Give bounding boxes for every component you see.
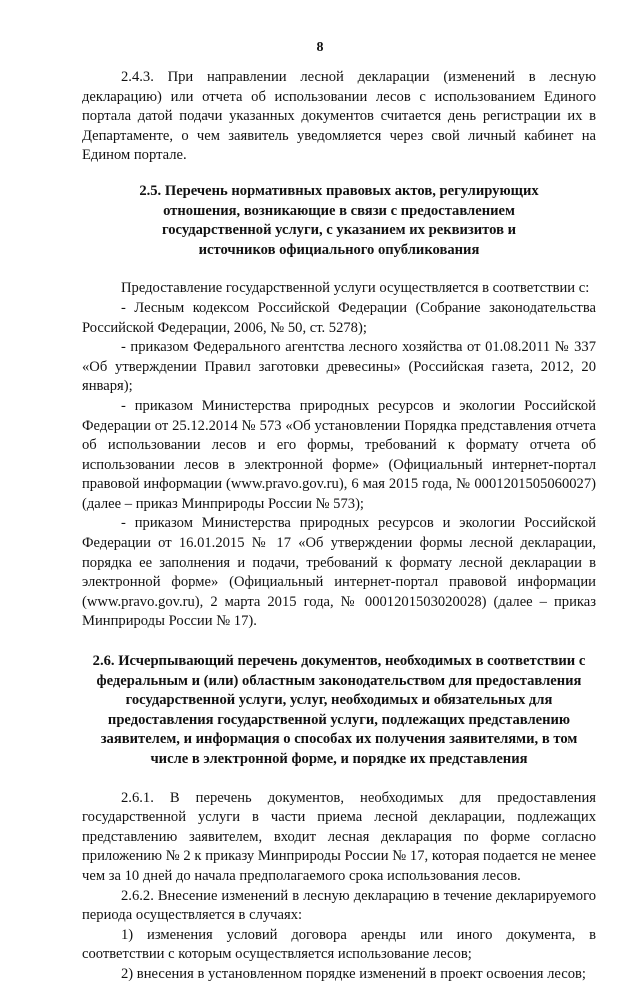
- legal-act-item: - приказом Федерального агентства лесного хозяйства от 01.08.2011 № 337 «Об утверждении Правил заготовки древесины» (Российская газета, 2012, 20 января);: [82, 339, 596, 395]
- section-2-5-intro: Предоставление государственной услуги осуществляется в соответствии с:: [121, 280, 590, 297]
- paragraph-2-6-1: 2.6.1. В перечень документов, необходимых для предоставления государственной услуги в части приема лесной декларации, подлежащих представлению заявителем, входит лесная декларация по форме согласно приложению № 2 к приказу Минприроды России № 17, которая подается не менее чем за 10 дней до начала предполагаемого срока использования лесов.: [82, 789, 596, 884]
- document-body: [82, 68, 596, 985]
- legal-act-item: - Лесным кодексом Российской Федерации (Собрание законодательства Российской Федерации, 2006, № 50, ст. 5278);: [82, 299, 596, 336]
- page-number: 8: [316, 40, 324, 55]
- paragraph-2-4-3: 2.4.3. При направлении лесной декларации (изменений в лесную декларацию) или отчета об использовании лесов с использованием Единого портала датой подачи указанных документов считается день регистрации их в Департаменте, о чем заявитель уведомляется через свой личный кабинет на Едином портале.: [82, 69, 596, 164]
- legal-act-item: - приказом Министерства природных ресурсов и экологии Российской Федерации от 16.01.2015 № 17 «Об утверждении формы лесной декларации, порядка ее заполнения и подачи, требований к формату лесной декларации в электронной форме» (Официальный интернет-портал правовой информации (www.pravo.gov.ru), 2 марта 2015 года, № 0001201503020028) (далее – приказ Минприроды России № 17).: [82, 515, 596, 630]
- paragraph-2-6-2: 2.6.2. Внесение изменений в лесную декларацию в течение декларируемого периода осуществляется в случаях:: [82, 887, 596, 924]
- case-item: 1) изменения условий договора аренды или иного документа, в соответствии с которым осуществляется использование лесов;: [82, 926, 596, 963]
- legal-act-item: - приказом Министерства природных ресурсов и экологии Российской Федерации от 25.12.2014 № 573 «Об установлении Порядка представления отчета об использовании лесов и его формы, требований к формату отчета об использовании лесов в электронной форме» (Официальный интернет-портал правовой информации (www.pravo.gov.ru), 6 мая 2015 года, № 0001201505060027) (далее – приказ Минприроды России № 573);: [82, 397, 596, 512]
- section-heading-2-5: 2.5. Перечень нормативных правовых актов, регулирующих отношения, возникающие в связи с предоставлением государственной услуги, с указанием их реквизитов и источников официального опубликования: [139, 182, 539, 258]
- case-item: 2) внесения в установленном порядке изменений в проект освоения лесов;: [121, 965, 586, 982]
- section-heading-2-6: 2.6. Исчерпывающий перечень документов, необходимых в соответствии с федеральным и (или) областным законодательством для предоставления государственной услуги, услуг, необходимых и обязательных для предоставления государственной услуги, подлежащих представлению заявителем, и информация о способах их получения заявителями, в том числе в электронной форме, и порядке их представления: [92, 653, 586, 767]
